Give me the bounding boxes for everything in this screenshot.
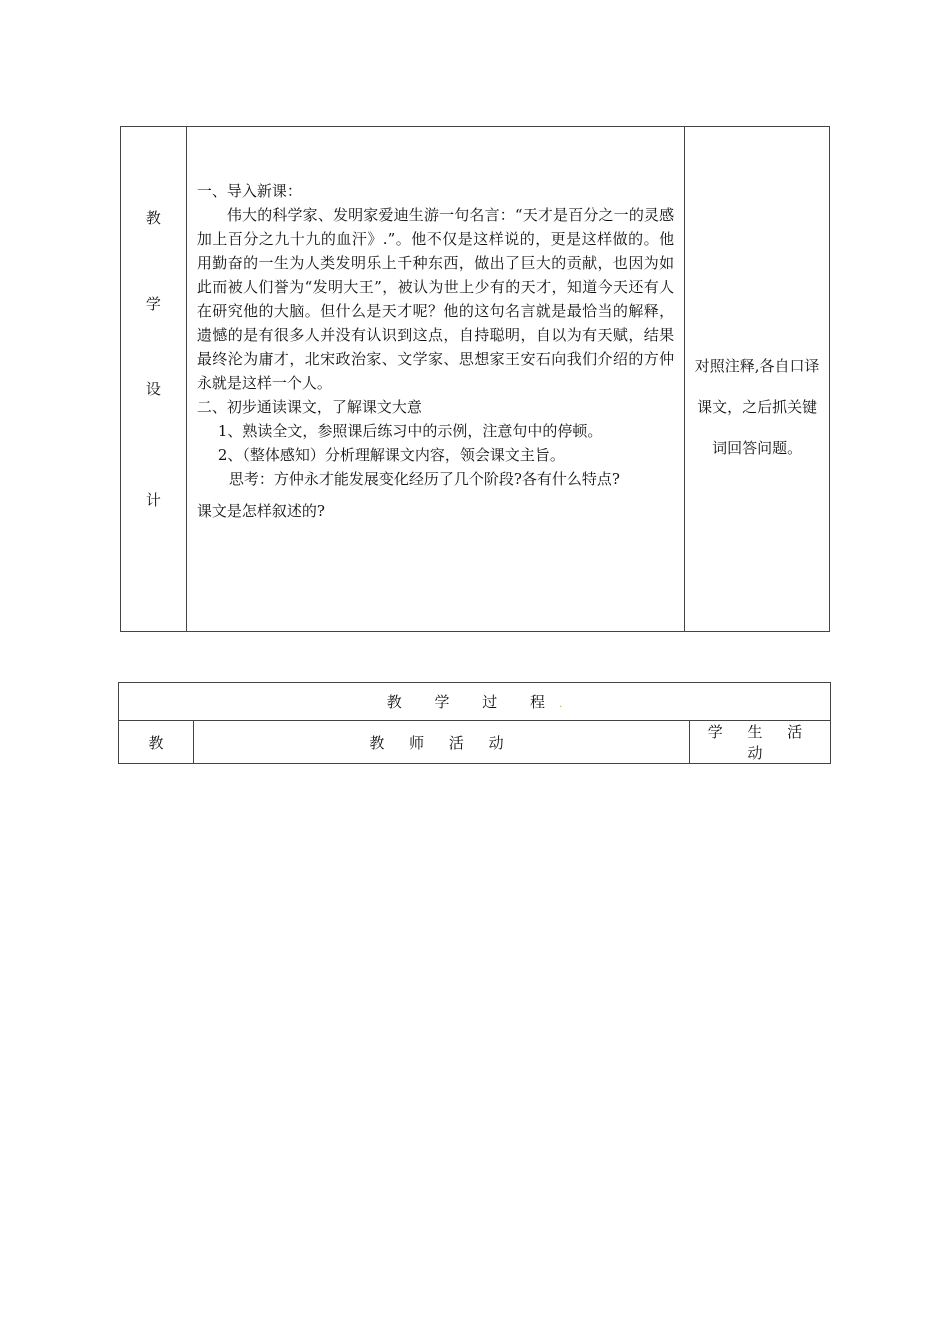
student-note: 对照注释,各自口译课文，之后抓关键词回答问题。 [694, 356, 820, 457]
design-content-cell [186, 127, 684, 632]
intro-paragraph: 伟大的科学家、发明家爱迪生游一句名言：“天才是百分之一的灵感加上百分之九十九的血汗》.”。他不仅是这样说的，更是这样做的。他用勤奋的一生为人类发明乐上千种东西，做出了巨大的贡献，也因为如此而被人们誉为“发明大王”，被认为世上少有的天才，知道今天还有人在研究他的大脑。但什么是天才呢？他的这句名言就是最恰当的解释，遗憾的是有很多人并没有认识到这点，自持聪明，自以为有天赋，结果最终沦为庸才，北宋政治家、文学家、思想家王安石向我们介绍的方仲永就是这样一个人。 [196, 206, 675, 392]
label-char-jiao: 教 [145, 209, 161, 227]
label-char-ji: 计 [145, 491, 161, 509]
teaching-design-table [120, 126, 830, 632]
design-content [187, 127, 684, 523]
teaching-process-table [118, 682, 831, 764]
label-char-xue: 学 [145, 295, 161, 313]
section-heading-reading: 二、初步通读课文，了解课文大意 [196, 398, 422, 416]
dot-mark-icon: . [559, 699, 563, 710]
thinking-question-continued: 课文是怎样叙述的? [196, 502, 325, 520]
col-header-teacher-activity: 教 师 活 动 [194, 721, 690, 764]
thinking-question: 思考：方仲永才能发展变化经历了几个阶段?各有什么特点? [228, 470, 620, 488]
col-header-teach: 教 [119, 721, 194, 764]
section-heading-intro: 一、导入新课： [196, 182, 302, 200]
process-title-cell [119, 683, 831, 721]
design-label-cell [121, 127, 187, 632]
step-one: 1、熟读全文，参照课后练习中的示例，注意句中的停顿。 [217, 422, 603, 440]
step-two: 2、（整体感知）分析理解课文内容，领会课文主旨。 [217, 446, 565, 464]
student-note-cell [685, 127, 830, 632]
process-title: 教 学 过 程 [386, 693, 560, 711]
label-char-she: 设 [145, 380, 161, 398]
col-header-student-activity: 学 生 活 动 [690, 721, 831, 764]
